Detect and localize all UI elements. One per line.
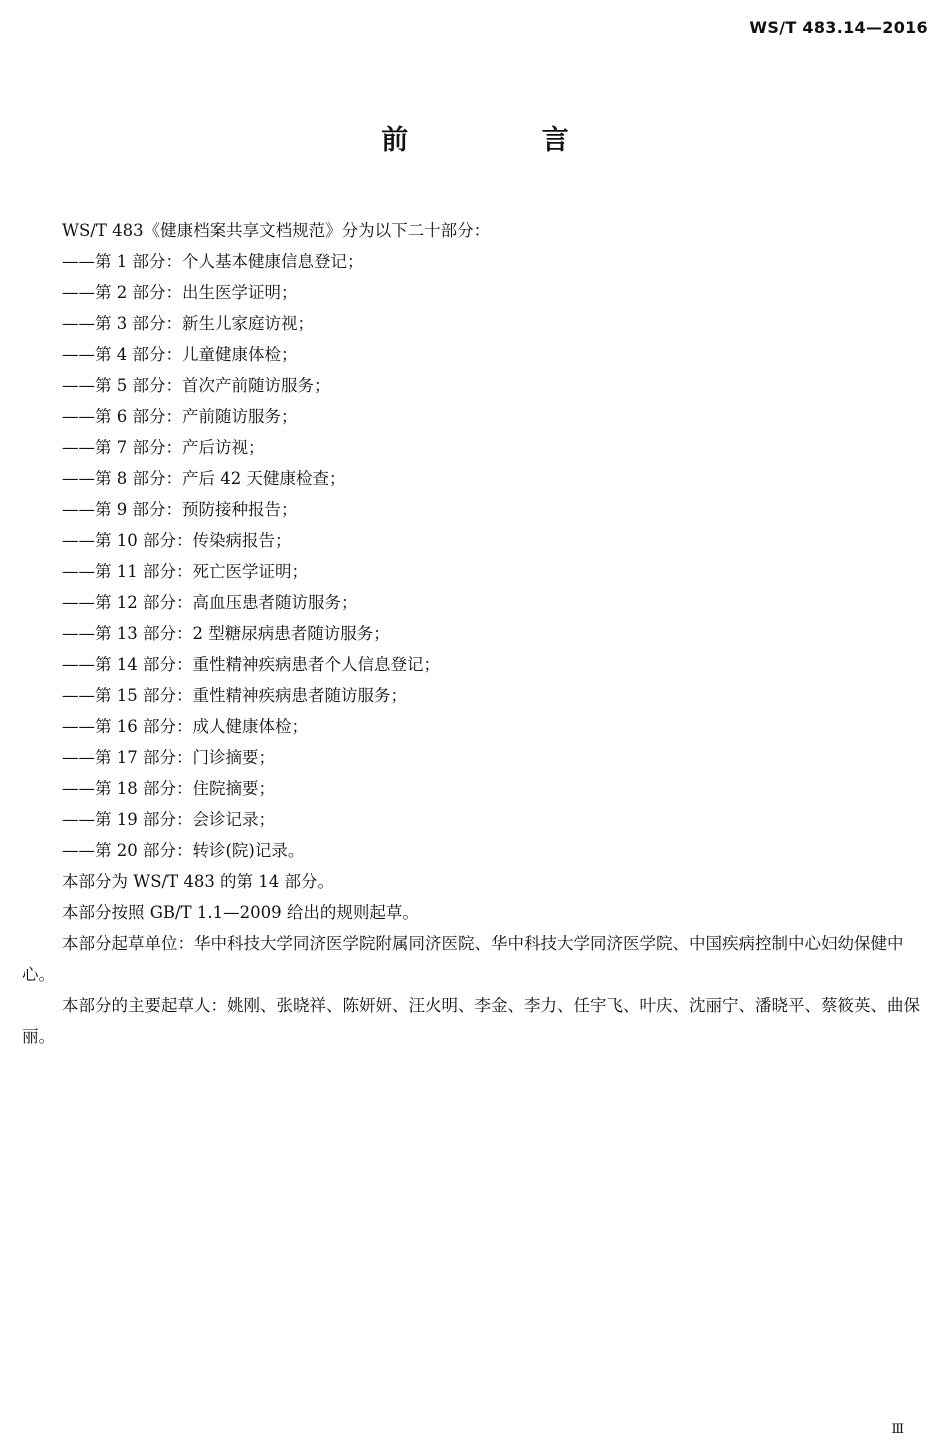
part-item: ——第 1 部分：个人基本健康信息登记； xyxy=(62,252,364,271)
drafting-units: 本部分起草单位：华中科技大学同济医学院附属同济医院、华中科技大学同济医学院、中国疾病控制中心妇幼保健中心。 xyxy=(22,934,904,984)
part-item: ——第 3 部分：新生儿家庭访视； xyxy=(62,314,314,333)
part-item: ——第 8 部分：产后 42 天健康检查； xyxy=(62,469,346,488)
foreword-body xyxy=(22,215,934,1052)
part-item: ——第 2 部分：出生医学证明； xyxy=(62,283,298,302)
part-item: ——第 20 部分：转诊(院)记录。 xyxy=(62,841,305,860)
part-item: ——第 17 部分：门诊摘要； xyxy=(62,748,275,767)
part-item: ——第 4 部分：儿童健康体检； xyxy=(62,345,298,364)
page-title: 前 言 xyxy=(381,125,631,156)
part-item: ——第 5 部分：首次产前随访服务； xyxy=(62,376,331,395)
page-number: Ⅲ xyxy=(891,1422,904,1437)
part-item: ——第 19 部分：会诊记录； xyxy=(62,810,275,829)
part-item: ——第 7 部分：产后访视； xyxy=(62,438,265,457)
part-item: ——第 13 部分：2 型糖尿病患者随访服务； xyxy=(62,624,390,643)
part-item: ——第 10 部分：传染病报告； xyxy=(62,531,292,550)
part-item: ——第 11 部分：死亡医学证明； xyxy=(62,562,308,581)
part-item: ——第 15 部分：重性精神疾病患者随访服务； xyxy=(62,686,407,705)
part-item: ——第 6 部分：产前随访服务； xyxy=(62,407,298,426)
drafters: 本部分的主要起草人：姚刚、张晓祥、陈妍妍、汪火明、李金、李力、任宇飞、叶庆、沈丽宁、潘晓平、蔡筱英、曲保丽。 xyxy=(22,996,920,1046)
part-item: ——第 9 部分：预防接种报告； xyxy=(62,500,298,519)
intro-line: WS/T 483《健康档案共享文档规范》分为以下二十部分： xyxy=(62,221,491,240)
part-item: ——第 16 部分：成人健康体检； xyxy=(62,717,308,736)
statement-rules: 本部分按照 GB/T 1.1—2009 给出的规则起草。 xyxy=(62,903,419,922)
part-item: ——第 18 部分：住院摘要； xyxy=(62,779,275,798)
document-code: WS/T 483.14—2016 xyxy=(749,18,928,37)
parts-list xyxy=(22,246,934,866)
part-item: ——第 14 部分：重性精神疾病患者个人信息登记； xyxy=(62,655,440,674)
statement-part: 本部分为 WS/T 483 的第 14 部分。 xyxy=(62,872,335,891)
part-item: ——第 12 部分：高血压患者随访服务； xyxy=(62,593,358,612)
